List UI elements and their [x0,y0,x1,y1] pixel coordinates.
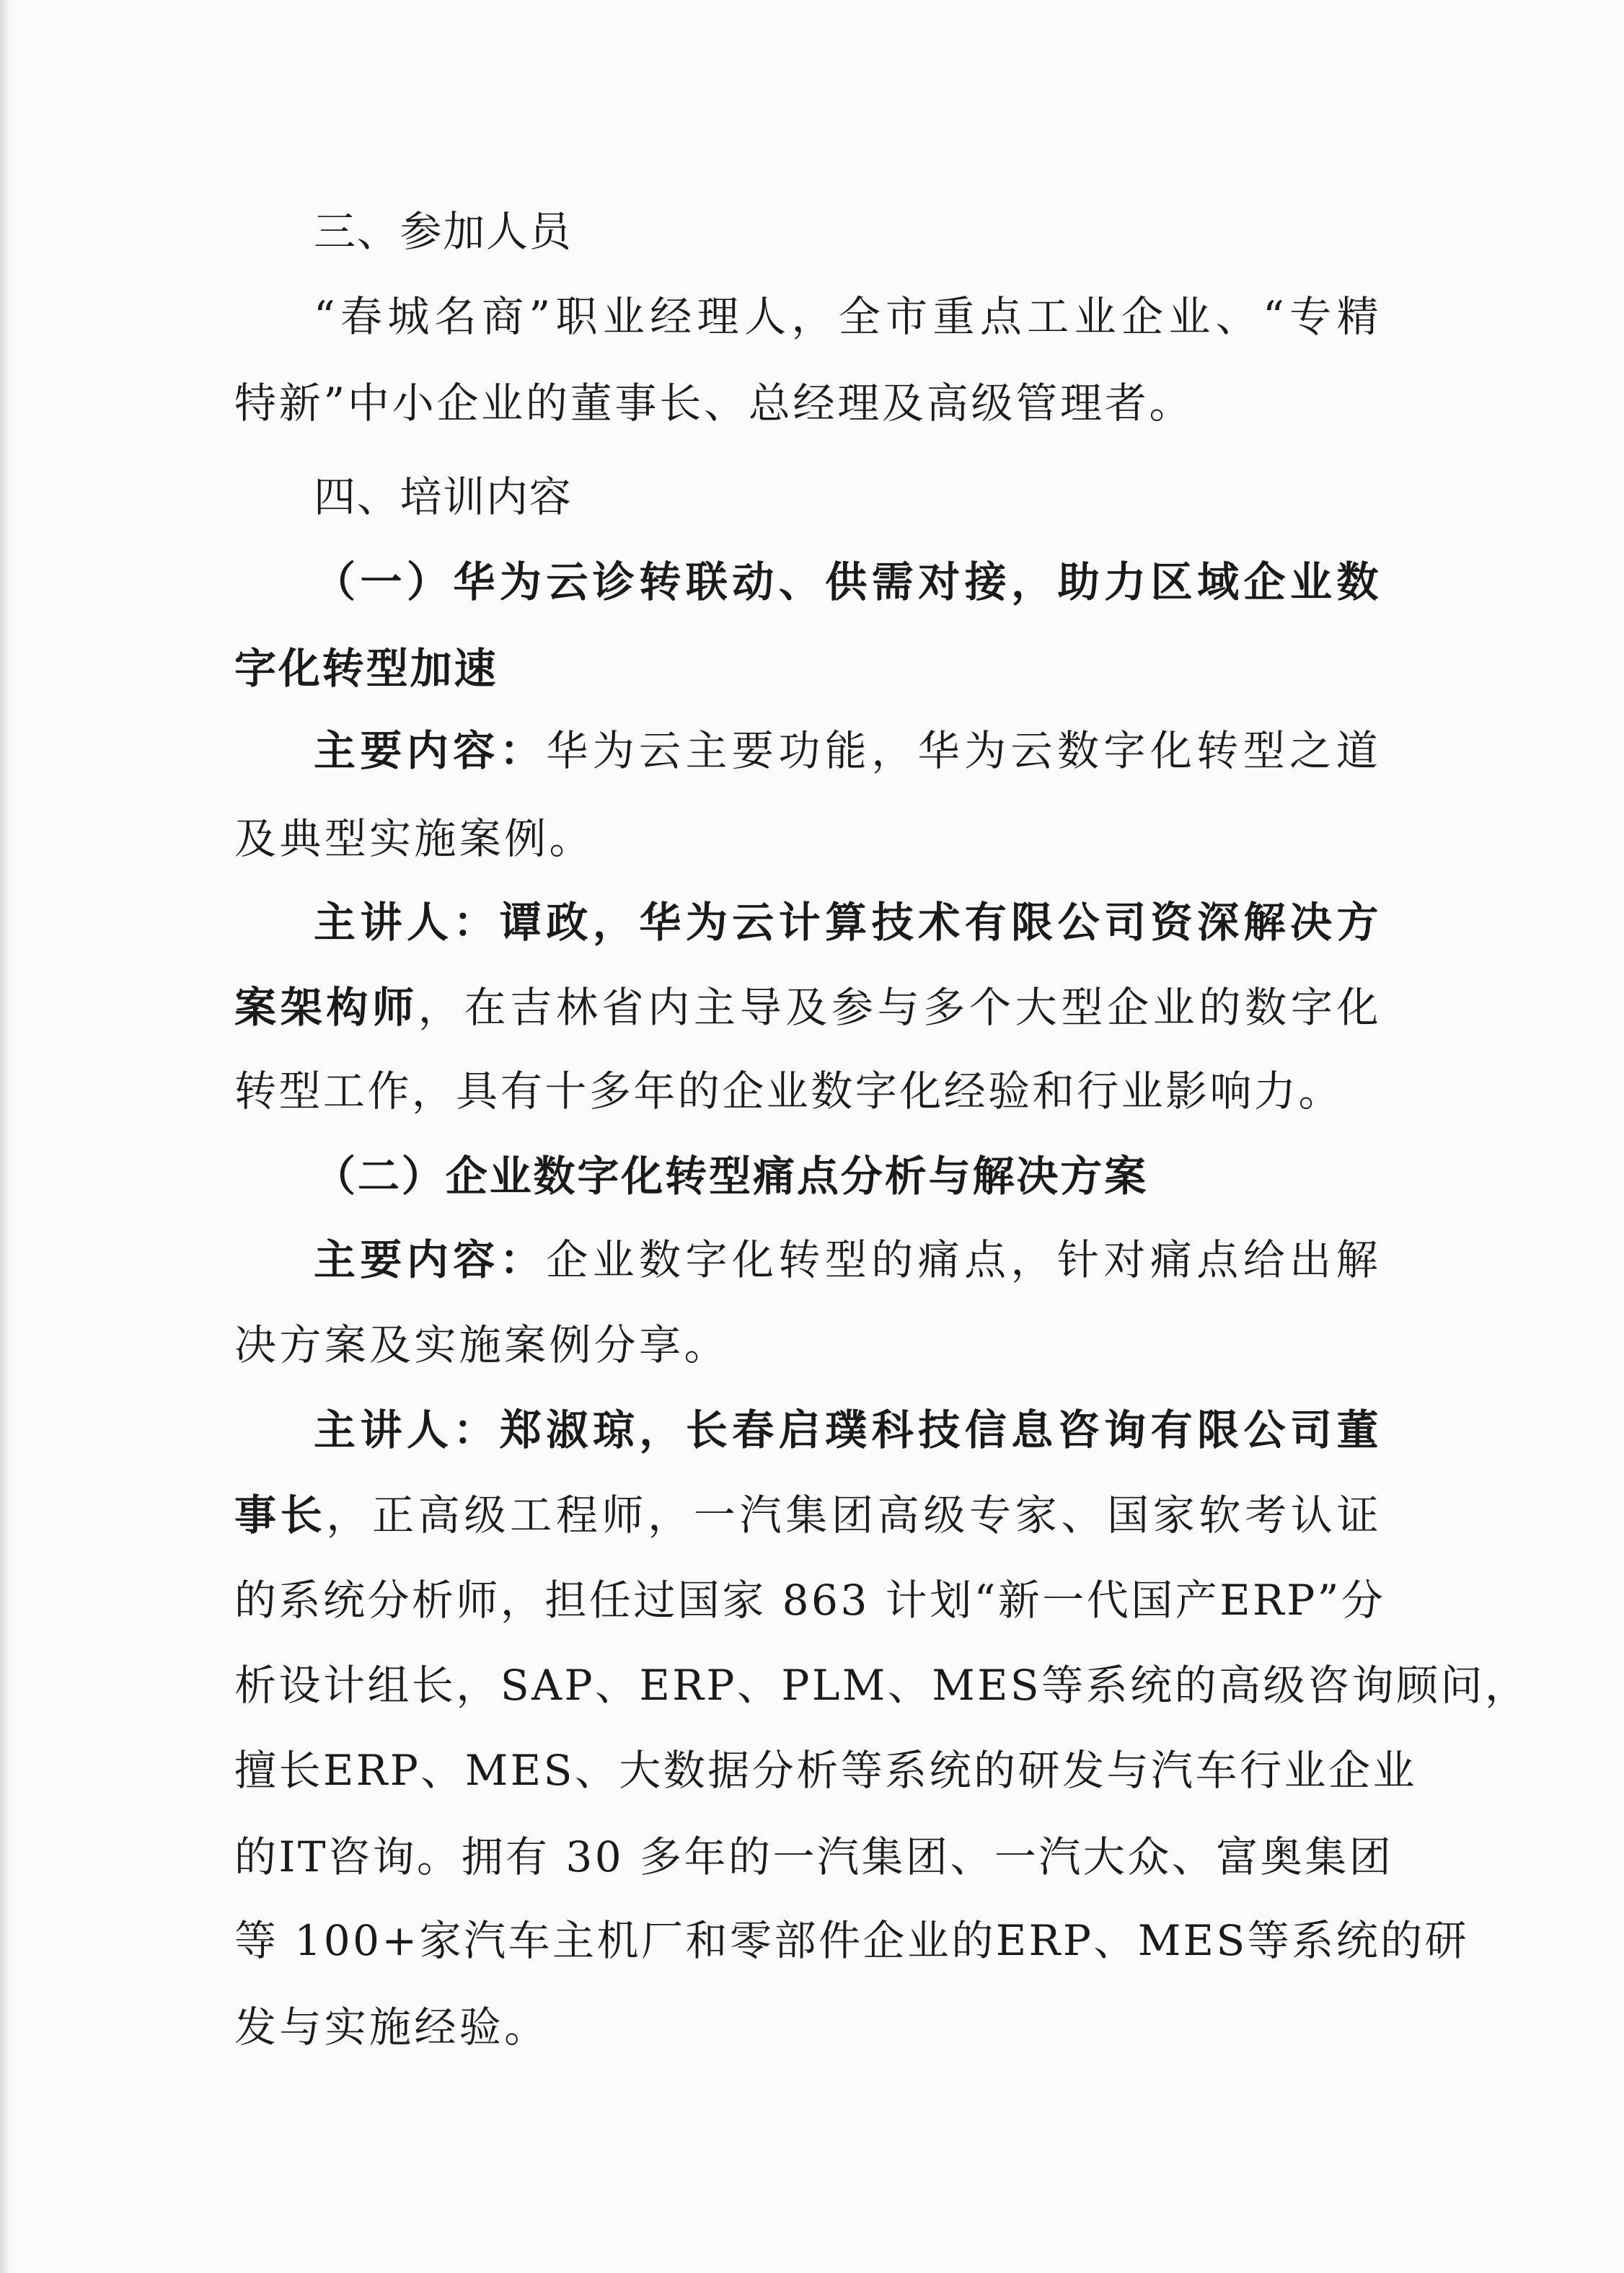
topic-2-content-line-2: 决方案及实施案例分享。 [234,1320,729,1369]
topic-1-title-line-2: 字化转型加速 [234,644,498,693]
topic-1-content-line-1: 主要内容：华为云主要功能，华为云数字化转型之道 [314,726,1381,775]
topic-2-speaker-line-6: 的IT咨询。拥有 30 多年的一汽集团、一汽大众、富奥集团 [234,1832,1394,1881]
topic-2-speaker-line-7: 等 100+家汽车主机厂和零部件企业的ERP、MES等系统的研 [234,1916,1470,1965]
topic-1-speaker-line-2: 案架构师，在吉林省内主导及参与多个大型企业的数字化 [234,983,1382,1032]
topic-1-content-label: 主要内容： [314,726,547,775]
topic-2-content-label: 主要内容： [314,1235,547,1284]
topic-1-content-line-2: 及典型实施案例。 [234,814,594,863]
topic-2-speaker-line-8: 发与实施经验。 [234,2003,550,2052]
participants-line-1: “春城名商”职业经理人，全市重点工业企业、“专精 [314,292,1381,341]
topic-2-speaker-line-2: 事长，正高级工程师，一汽集团高级专家、国家软考认证 [234,1491,1382,1540]
section-heading-training-content: 四、培训内容 [314,472,573,521]
topic-2-speaker-line-1: 主讲人：郑淑琼，长春启璞科技信息咨询有限公司董 [314,1405,1381,1455]
topic-2-content-line-1: 主要内容：企业数字化转型的痛点，针对痛点给出解 [314,1235,1381,1284]
section-heading-participants: 三、参加人员 [314,207,573,256]
topic-1-speaker-line-3: 转型工作，具有十多年的企业数字化经验和行业影响力。 [234,1067,1343,1116]
topic-1-speaker-line-1: 主讲人：谭政，华为云计算技术有限公司资深解决方 [314,898,1381,947]
participants-line-2: 特新”中小企业的董事长、总经理及高级管理者。 [234,379,1193,428]
topic-2-title: （二）企业数字化转型痛点分析与解决方案 [314,1152,1149,1201]
topic-2-speaker-line-4: 析设计组长，SAP、ERP、PLM、MES等系统的高级咨询顾问， [234,1661,1530,1710]
topic-2-speaker-line-3: 的系统分析师，担任过国家 863 计划“新一代国产ERP”分 [234,1576,1386,1625]
topic-1-title-line-1: （一）华为云诊转联动、供需对接，助力区域企业数 [314,557,1381,606]
topic-2-speaker-line-5: 擅长ERP、MES、大数据分析等系统的研发与汽车行业企业 [234,1746,1417,1795]
